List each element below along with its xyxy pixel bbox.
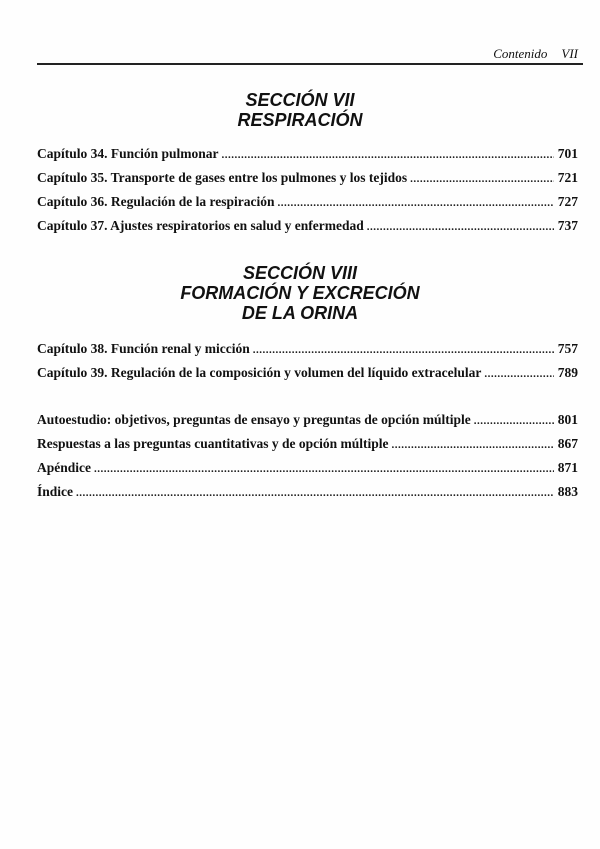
entry-page: 727 (557, 194, 578, 209)
section-heading-vii (0, 90, 600, 130)
entry-page: 871 (557, 460, 578, 475)
entry-title: Capítulo 38. Función renal y micción (37, 341, 250, 356)
toc-entry[interactable] (37, 436, 578, 453)
entry-page: 757 (557, 341, 578, 356)
leader-dots (222, 146, 554, 163)
toc-entry[interactable] (37, 412, 578, 429)
entry-page: 801 (557, 412, 578, 427)
toc-entry[interactable] (37, 170, 578, 187)
entry-title: Índice (37, 484, 74, 499)
leader-dots (474, 412, 554, 429)
entry-title: Capítulo 37. Ajustes respiratorios en salud y enfermedad (37, 218, 364, 233)
entry-title: Capítulo 34. Función pulmonar (37, 146, 219, 161)
section-title: FORMACIÓN Y EXCRECIÓN (180, 283, 420, 303)
entry-page: 701 (557, 146, 578, 161)
section-number: SECCIÓN VII (245, 90, 355, 110)
section-title: DE LA ORINA (241, 303, 359, 323)
header-page-number: VII (561, 46, 578, 61)
toc-entry[interactable] (37, 146, 578, 163)
leader-dots (484, 365, 553, 382)
leader-dots (278, 194, 554, 211)
leader-dots (367, 218, 554, 235)
toc-entry[interactable] (37, 365, 578, 382)
leader-dots (76, 484, 554, 501)
leader-dots (94, 460, 554, 477)
leader-dots (392, 436, 554, 453)
entry-page: 867 (557, 436, 578, 451)
section-title: RESPIRACIÓN (237, 110, 363, 130)
section-heading-viii (0, 263, 600, 323)
header-rule (37, 63, 583, 65)
entry-title: Autoestudio: objetivos, preguntas de ensayo y preguntas de opción múltiple (37, 412, 471, 427)
entry-title: Respuestas a las preguntas cuantitativas y de opción múltiple (37, 436, 389, 451)
leader-dots (253, 341, 554, 358)
entry-page: 883 (557, 484, 578, 499)
section-number: SECCIÓN VIII (242, 263, 358, 283)
toc-entry[interactable] (37, 194, 578, 211)
entry-page: 737 (557, 218, 578, 233)
leader-dots (410, 170, 554, 187)
entry-page: 789 (557, 365, 578, 380)
header-title: Contenido (493, 46, 548, 61)
entry-title: Capítulo 35. Transporte de gases entre los pulmones y los tejidos (37, 170, 408, 185)
toc-entry[interactable] (37, 341, 578, 358)
entry-title: Capítulo 39. Regulación de la composición y volumen del líquido extracelular (37, 365, 482, 380)
toc-entry[interactable] (37, 484, 578, 501)
entry-title: Apéndice (37, 460, 91, 475)
running-header (493, 46, 578, 62)
toc-entry[interactable] (37, 218, 578, 235)
entry-page: 721 (557, 170, 578, 185)
entry-title: Capítulo 36. Regulación de la respiración (37, 194, 275, 209)
toc-entry[interactable] (37, 460, 578, 477)
